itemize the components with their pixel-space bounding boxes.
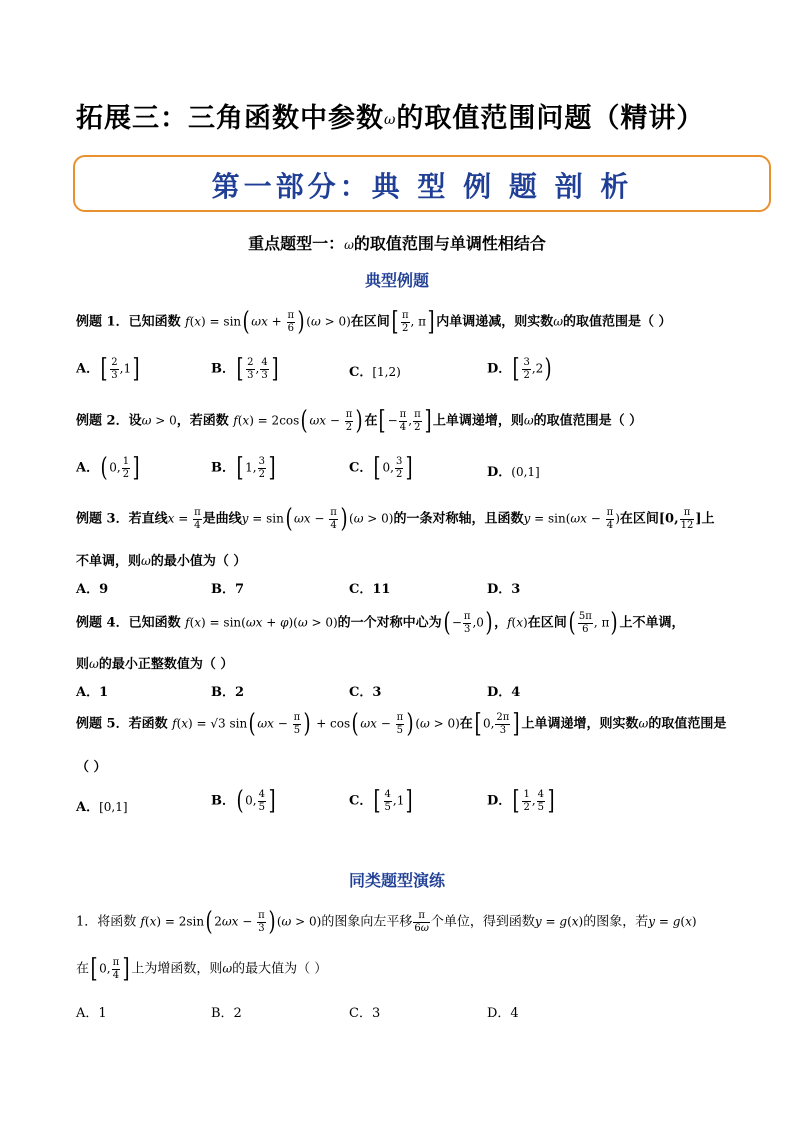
example-4-option-b: B．2 [211,685,245,700]
practice-1-stem: 1．将函数 f(x) = 2sin( 2ωx − $\frac{\pi}{3}$ ) (ω > 0)的图象向左平移 $\frac{\pi}{6\omega}$ 个单位，得到函数y = g(x)的图象，若y = g(x) [76,907,697,937]
example-4-stem-line2: 则ω的最小正整数值为（ ） [76,657,234,672]
example-2-option-b: B．[ 1, $\frac{3}{2}$ ] [211,453,276,483]
practice-1-option-a: A．1 [76,1006,107,1021]
example-3-option-b: B．7 [211,582,245,597]
practice-1-option-b: B．2 [211,1006,242,1021]
example-1-option-c: C．[1,2) [349,365,401,380]
page-title: 拓展三：三角函数中参数ω的取值范围问题（精讲） [76,103,705,134]
example-3-option-d: D．3 [487,582,521,597]
practice-1-option-d: D．4 [487,1006,519,1021]
example-5-option-d: D．[ $\frac{1}{2}$ , $\frac{4}{5}$ ] [487,786,555,816]
example-2-stem: 例题 2．设ω > 0，若函数 f(x) = 2cos( ωx − $\frac{\pi}{2}$ ) 在[ − $\frac{\pi}{4}$ , $\frac{\pi}{2}$ ] 上单调递增，则ω的取值范围是（ ） [76,406,643,436]
example-2-option-a: A．( 0, $\frac{1}{2}$ ] [76,453,140,483]
example-2-option-d: D．(0,1] [487,465,540,480]
section-box-label: 第一部分：典 型 例 题 剖 析 [211,170,633,203]
example-5-stem-line2: （ ） [76,760,107,775]
practice-heading: 同类题型演练 [348,871,445,890]
example-4-option-c: C．3 [349,685,382,700]
practice-1-stem-line2: 在[ 0, $\frac{\pi}{4}$ ] 上为增函数，则ω的最大值为（ ） [76,954,328,984]
example-4-stem: 例题 4．已知函数 f(x) = sin(ωx + φ)(ω > 0)的一个对称中心为( − $\frac{\pi}{3}$ ,0) ，f(x)在区间( $\frac{5\pi}{6}$ , π) 上不单调， [76,608,685,638]
example-1-option-b: B．[ $\frac{2}{3}$ , $\frac{4}{3}$ ] [211,354,279,384]
example-4-option-d: D．4 [487,685,521,700]
example-5-option-a: A．[0,1] [76,800,128,815]
example-1-option-d: D．[ $\frac{3}{2}$ ,2) [487,354,552,384]
example-1-option-a: A．[ $\frac{2}{3}$ ,1] [76,354,140,384]
example-2-option-c: C．[ 0, $\frac{3}{2}$ ] [349,453,413,483]
example-3-stem: 例题 3．若直线x = $\frac{\pi}{4}$ 是曲线y = sin( ωx − $\frac{\pi}{4}$ ) (ω > 0)的一条对称轴，且函数y = sin(ωx − $\frac{\pi}{4}$ )在区间[0, $\frac{\pi}{12}$ ]上 [76,504,715,534]
example-5-option-c: C．[ $\frac{4}{5}$ ,1] [349,786,413,816]
example-5-stem: 例题 5．若函数 f(x) = √3 sin( ωx − $\frac{\pi}{5}$ ) + cos( ωx − $\frac{\pi}{5}$ ) (ω > 0)在[ 0, $\frac{2\pi}{3}$ ] 上单调递增，则实数ω的取值范围是 [76,709,727,739]
example-1-stem: 例题 1．已知函数 f(x) = sin( ωx + $\frac{\pi}{6}$ ) (ω > 0)在区间[ $\frac{\pi}{2}$ , π] 内单调递减，则实数ω的取值范围是（ ） [76,307,672,337]
examples-heading: 典型例题 [364,271,429,290]
topic-heading: 重点题型一：ω的取值范围与单调性相结合 [248,234,546,253]
example-4-option-a: A．1 [76,685,109,700]
section-box [73,155,771,212]
example-5-option-b: B．( 0, $\frac{4}{5}$ ] [211,786,276,816]
example-3-option-a: A．9 [76,582,109,597]
example-3-option-c: C．11 [349,582,391,597]
practice-1-option-c: C．3 [349,1006,381,1021]
example-3-stem-line2: 不单调，则ω的最小值为（ ） [76,554,247,569]
title-omega: ω [384,112,397,128]
